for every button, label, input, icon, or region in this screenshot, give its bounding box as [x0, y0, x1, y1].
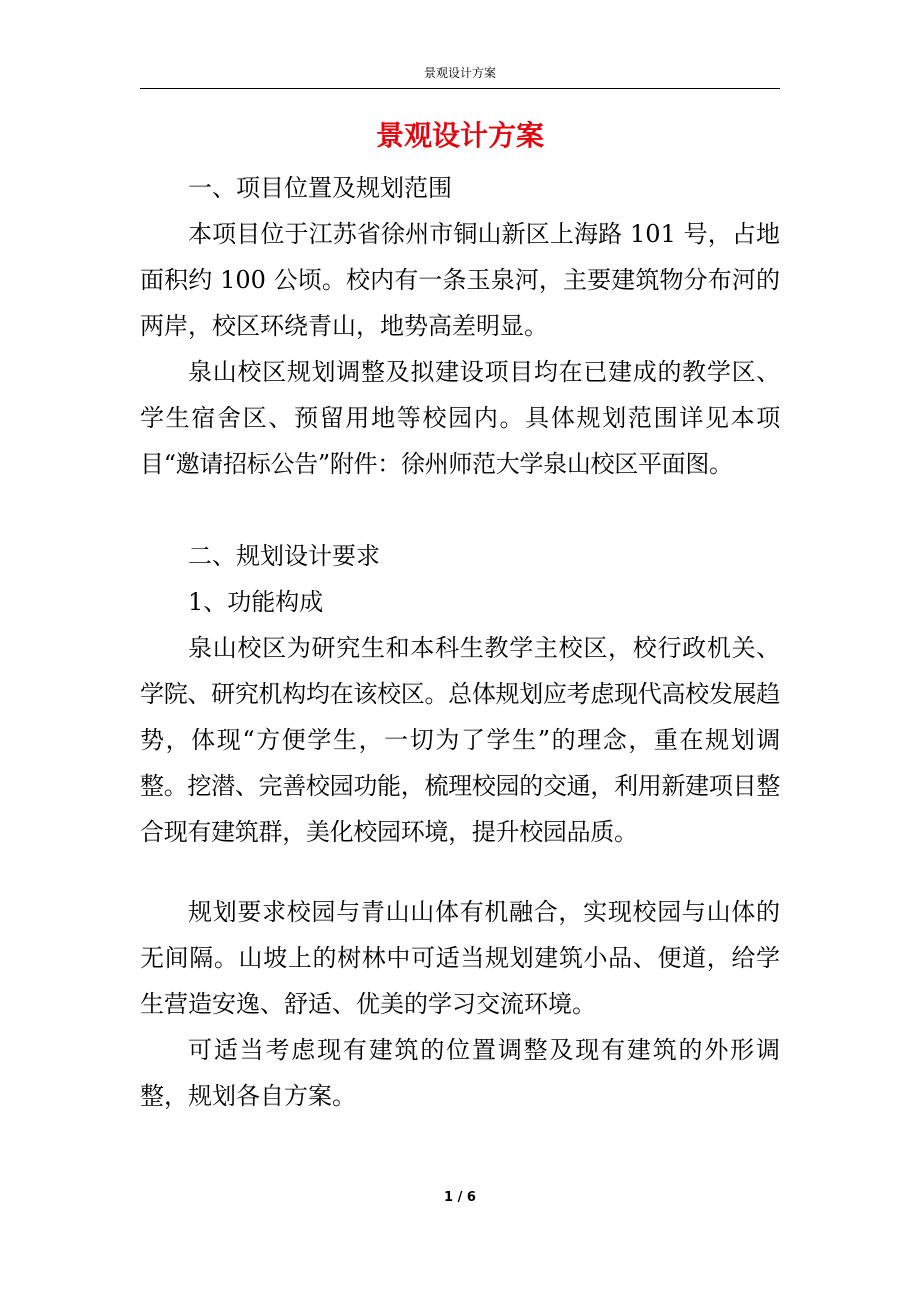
section-2-heading: 二、规划设计要求 — [188, 542, 380, 570]
document-body — [140, 165, 780, 1119]
section-1-paragraph-1: 本项目位于江苏省徐州市铜山新区上海路 101 号，占地面积约 100 公顷。校内有一条玉泉河，主要建筑物分布河的两岸，校区环绕青山，地势高差明显。 — [140, 220, 780, 340]
blank-line — [140, 855, 780, 889]
section-2-paragraph-3: 可适当考虑现有建筑的位置调整及现有建筑的外形调整，规划各自方案。 — [140, 1036, 780, 1110]
document-title: 景观设计方案 — [375, 119, 544, 152]
running-header: 景观设计方案 — [423, 66, 496, 80]
page-number: 1 / 6 — [444, 1190, 476, 1205]
section-1-heading: 一、项目位置及规划范围 — [188, 174, 452, 202]
blank-line — [140, 487, 780, 533]
section-2-paragraph-2: 规划要求校园与青山山体有机融合，实现校园与山体的无间隔。山坡上的树林中可适当规划建筑小品、便道，给学生营造安逸、舒适、优美的学习交流环境。 — [140, 898, 780, 1018]
section-1-paragraph-2: 泉山校区规划调整及拟建设项目均在已建成的教学区、学生宿舍区、预留用地等校园内。具体规划范围详见本项目“邀请招标公告”附件：徐州师范大学泉山校区平面图。 — [140, 358, 780, 478]
header-rule — [140, 88, 780, 89]
section-2-paragraph-1: 泉山校区为研究生和本科生教学主校区，校行政机关、学院、研究机构均在该校区。总体规划应考虑现代高校发展趋势，体现“方便学生，一切为了学生”的理念，重在规划调整。挖潜、完善校园功能，梳理校园的交通，利用新建项目整合现有建筑群，美化校园环境，提升校园品质。 — [140, 634, 780, 846]
subsection-1-heading: 1、功能构成 — [188, 588, 324, 616]
